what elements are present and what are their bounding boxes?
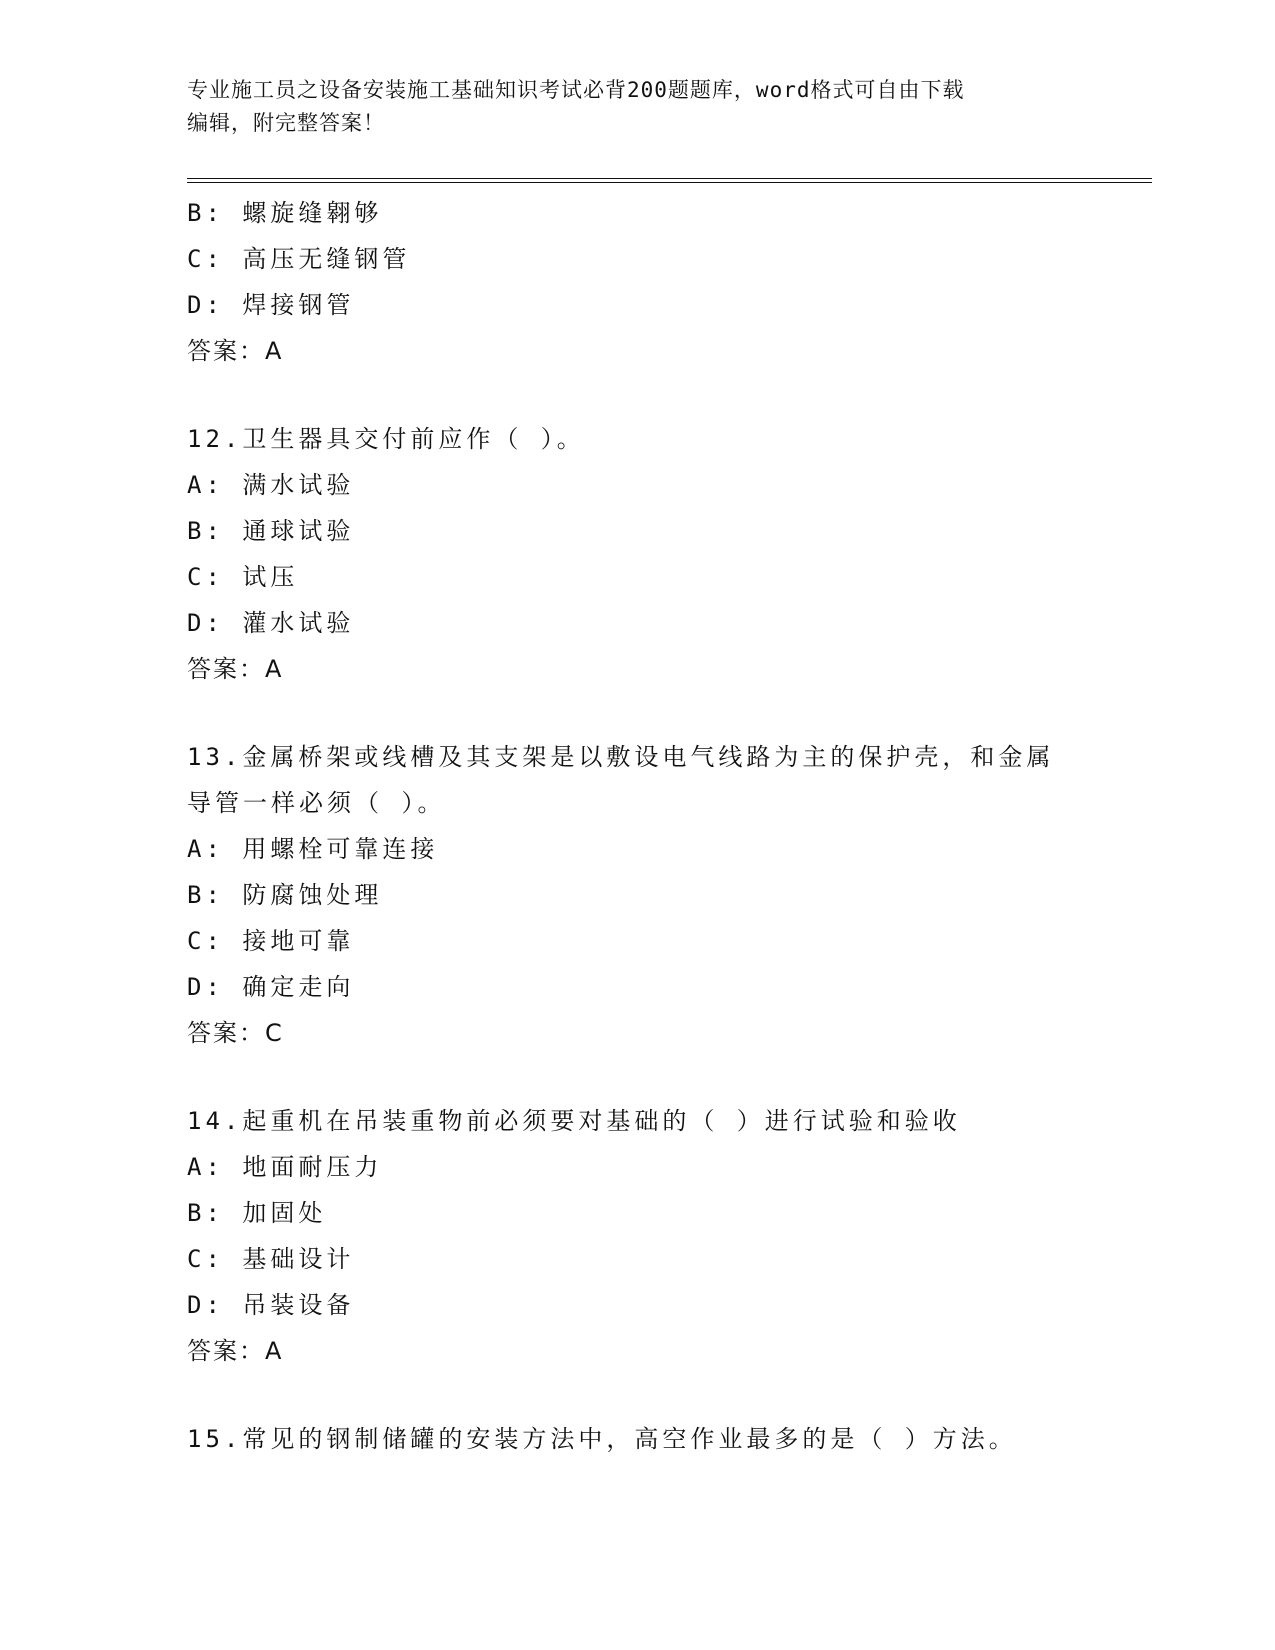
question-stem: 12.卫生器具交付前应作（ ）。: [187, 425, 585, 453]
option-b: B: 通球试验: [187, 517, 355, 545]
option-d: D: 焊接钢管: [187, 291, 355, 319]
header-line-1: 专业施工员之设备安装施工基础知识考试必背200题题库，word格式可自由下载: [187, 78, 965, 102]
option-b: B: 螺旋缝翱够: [187, 199, 383, 227]
option-c: C: 试压: [187, 563, 299, 591]
option-c: C: 基础设计: [187, 1245, 355, 1273]
header-rule: [187, 178, 1152, 183]
question-stem: 14.起重机在吊装重物前必须要对基础的（ ）进行试验和验收: [187, 1107, 961, 1135]
question-13: [187, 734, 1147, 1056]
question-14: [187, 1098, 1147, 1374]
question-stem-line-2: 导管一样必须（ ）。: [187, 789, 446, 817]
question-list: [187, 190, 1147, 1462]
option-c: C: 接地可靠: [187, 927, 355, 955]
answer: 答案：A: [187, 337, 284, 365]
option-b: B: 加固处: [187, 1199, 327, 1227]
document-header: [187, 74, 1047, 140]
question-11: [187, 190, 1147, 374]
question-15: [187, 1416, 1147, 1462]
option-b: B: 防腐蚀处理: [187, 881, 383, 909]
option-d: D: 灌水试验: [187, 609, 355, 637]
header-line-2: 编辑，附完整答案！: [187, 111, 385, 135]
answer: 答案：A: [187, 1337, 284, 1365]
answer: 答案：A: [187, 655, 284, 683]
question-stem: 15.常见的钢制储罐的安装方法中，高空作业最多的是（ ）方法。: [187, 1425, 1017, 1453]
option-a: A: 满水试验: [187, 471, 355, 499]
option-a: A: 地面耐压力: [187, 1153, 383, 1181]
option-d: D: 吊装设备: [187, 1291, 355, 1319]
question-stem-line-1: 13.金属桥架或线槽及其支架是以敷设电气线路为主的保护壳，和金属: [187, 743, 1055, 771]
answer: 答案：C: [187, 1019, 284, 1047]
option-a: A: 用螺栓可靠连接: [187, 835, 439, 863]
option-d: D: 确定走向: [187, 973, 355, 1001]
option-c: C: 高压无缝钢管: [187, 245, 411, 273]
question-12: [187, 416, 1147, 692]
